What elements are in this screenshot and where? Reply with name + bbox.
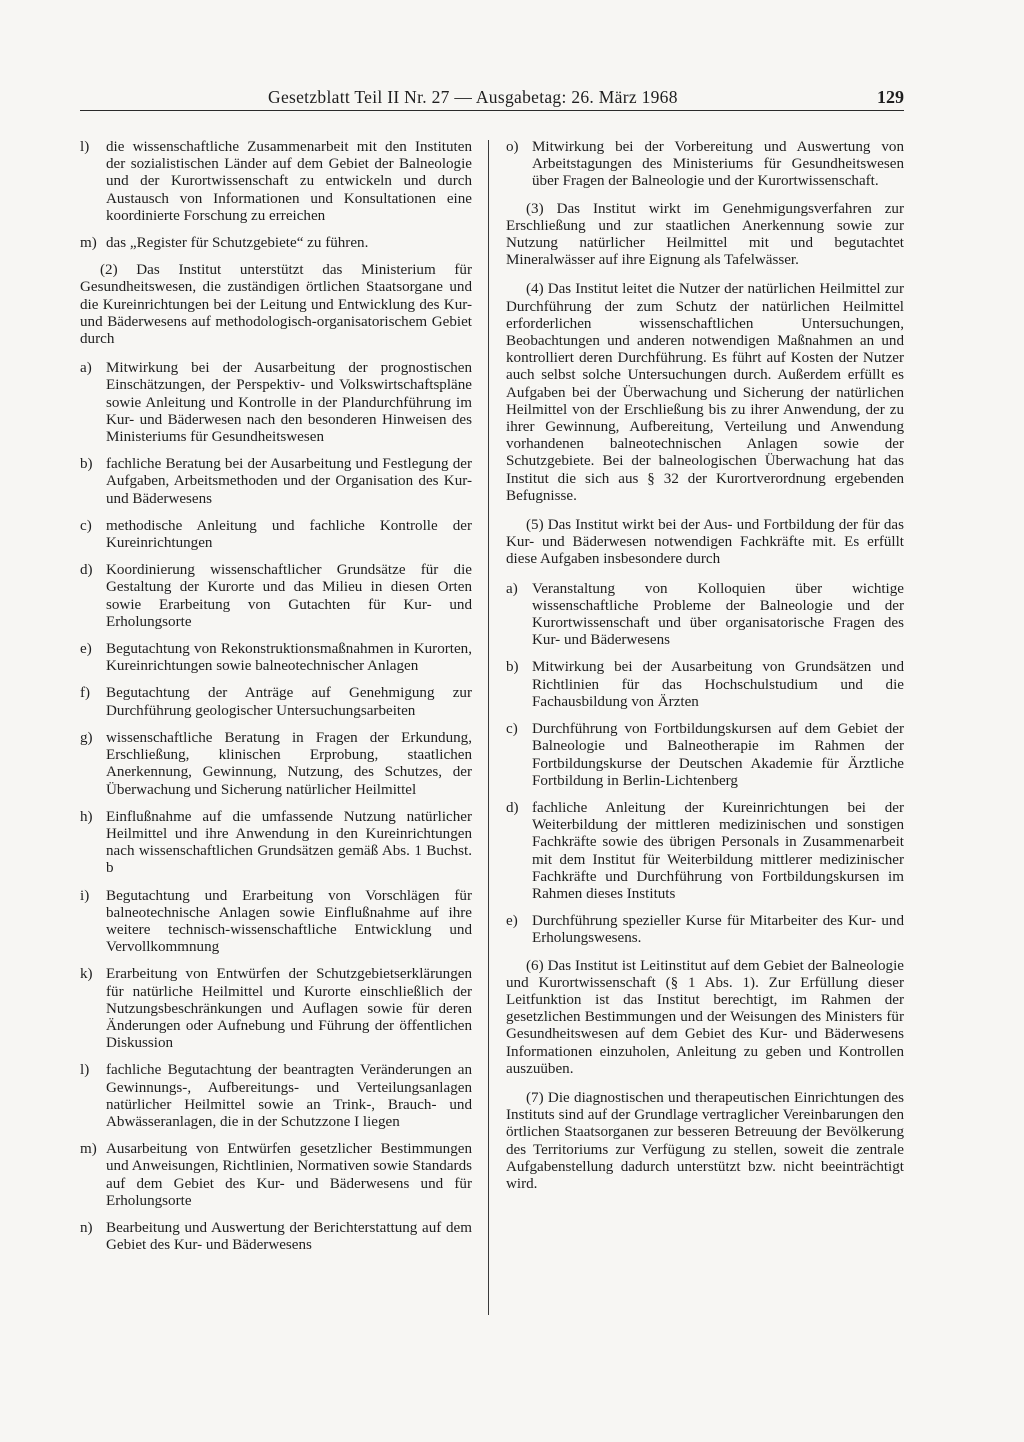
item-label: l) [80,139,90,155]
page-number: 129 [877,87,904,107]
item-label: m) [80,235,97,252]
list-item [506,721,904,790]
list-item [506,581,904,650]
list-item [80,360,472,446]
column-divider [488,140,489,1315]
list-item [80,1141,472,1210]
item-label: k) [80,966,93,983]
list-item [506,659,904,711]
item-label: d) [80,562,93,579]
item-text: Mitwirkung bei der Ausarbeitung der prognostischen Einschätzungen, der Perspektiv- und Volkswirtschaftspläne sowie Anleitung und Kontrolle in der Plandurchführung im Kur- und Bäderwesen nach den besonderen Hinweisen des Ministeriums für Gesundheitswesen [106,360,472,446]
item-text: Mitwirkung bei der Vorbereitung und Auswertung von Arbeitstagungen des Ministeriums für Gesundheitswesen über Fragen der Balneologie und der Kurortwissenschaft. [532,139,904,190]
item-text: Begutachtung der Anträge auf Genehmigung zur Durchführung geologischer Untersuchungsarbeiten [106,685,472,719]
item-label: o) [506,139,519,155]
item-text: Durchführung von Fortbildungskursen auf dem Gebiet der Balneologie und Balneotherapie im Rahmen der Fortbildungskurse der Deutschen Akademie für Ärztliche Fortbildung in Berlin-Lichtenberg [532,721,904,789]
header-title: Gesetzblatt Teil II Nr. 27 — Ausgabetag: 26. März 1968 [268,87,678,107]
item-label: b) [80,456,93,473]
left-column [80,139,472,1264]
item-text: Begutachtung von Rekonstruktionsmaßnahmen in Kurorten, Kureinrichtungen sowie balneotechnischer Anlagen [106,641,472,675]
item-text: fachliche Anleitung der Kureinrichtungen bei der Weiterbildung der mittleren medizinischen und sonstigen Fachkräfte sowie des übrigen Personals in Zusammenarbeit mit dem Institut für Weiterbildung mittlerer medizinischer Fachkräfte und Durchführung von Fortbildungskursen im Rahmen dieses Instituts [532,799,904,902]
list-item [80,641,472,675]
item-label: l) [80,1062,90,1079]
item-label: e) [80,641,92,658]
item-label: a) [506,580,518,597]
list-item [80,456,472,508]
list-item [80,235,472,252]
item-label: f) [80,685,91,702]
list-item [80,730,472,799]
item-text: Koordinierung wissenschaftlicher Grundsätze für die Gestaltung der Kurorte und das Milieu in diesen Orten sowie Erarbeitung von Gutachten für Kur- und Erholungsorte [106,562,472,630]
right-column [506,139,904,1205]
list-item [80,1220,472,1254]
item-label: g) [80,729,93,746]
item-label: c) [80,517,92,534]
paragraph-6: (6) Das Institut ist Leitinstitut auf dem Gebiet der Balneologie und Kurortwissenschaft (§ 1 Abs. 1). Zur Erfüllung dieser Leitfunktion ist das Institut berechtigt, im Rahmen der gesetzlichen Bestimmungen und der Weisungen des Ministers für Gesundheitswesen auf dem Gebiet des Kur- und Bäderwesens Informationen einzuholen, Anleitung zu geben und Kontrollen auszuüben. [506,957,904,1077]
paragraph-7: (7) Die diagnostischen und therapeutischen Einrichtungen des Instituts sind auf der Grundlage vertraglicher Vereinbarungen den örtlichen Staatsorganen zur besseren Betreuung der Bevölkerung des Territoriums zur Verfügung zu stellen, soweit die zentrale Aufgabenstellung dadurch unterstützt bzw. nicht beeinträchtigt wird. [506,1089,904,1192]
item-text: das „Register für Schutzgebiete“ zu führen. [106,235,369,252]
item-text: fachliche Beratung bei der Ausarbeitung und Festlegung der Aufgaben, Arbeitsmethoden und der Organisation des Kur- und Bäderwesens [106,456,472,507]
item-text: Bearbeitung und Auswertung der Berichterstattung auf dem Gebiet des Kur- und Bäderwesens [106,1219,472,1254]
item-label: b) [506,659,519,676]
list-item [80,562,472,631]
list-item [80,1062,472,1131]
list-item [80,809,472,878]
item-text: Einflußnahme auf die umfassende Nutzung natürlicher Heilmittel und ihre Anwendung in den Kureinrichtungen nach wissenschaftlichen Grundsätzen gemäß Abs. 1 Buchst. b [106,808,472,877]
paragraph-4: (4) Das Institut leitet die Nutzer der natürlichen Heilmittel zur Durchführung der zum Schutz der natürlichen Heilmittel erforderlichen wissenschaftlichen Untersuchungen, Beobachtungen und anderen notwendigen Maßnahmen an und kontrolliert deren Durchführung. Es führt auf Kosten der Nutzer auch selbst solche Untersuchungen durch. Außerdem erfüllt es Aufgaben bei der Überwachung und Sicherung der natürlichen Heilmittel von der Erschließung bis zu ihrer Anwendung, der zu ihrer Gewinnung, Aufbereitung, Verteilung und Anwendung vorhandenen balneotechnischen Anlagen sowie der Schutzgebiete. Bei der balneologischen Überwachung hat das Institut die sich aus § 32 der Kurortverordnung ergebenden Befugnisse. [506,281,904,504]
item-label: n) [80,1219,93,1236]
list-item [80,518,472,552]
item-text: Veranstaltung von Kolloquien über wichtige wissenschaftliche Probleme der Balneologie und der Kurortwissenschaft und über organisatorische Fragen des Kur- und Bäderwesens [532,580,904,649]
item-text: die wissenschaftliche Zusammenarbeit mit den Instituten der sozialistischen Länder auf dem Gebiet der Balneologie und der Kurortwissenschaft zu entwickeln und durch Austausch von Informationen und Konsultationen eine koordinierte Forschung zu erreichen [106,139,472,224]
item-label: h) [80,808,93,825]
item-text: wissenschaftliche Beratung in Fragen der Erkundung, Erschließung, klinischen Erprobung, staatlichen Anerkennung, Gewinnung, Nutzung, des Schutzes, der Überwachung und Sicherung natürlicher Heilmittel [106,729,472,798]
list-item [80,685,472,719]
item-label: d) [506,799,519,816]
item-label: m) [80,1141,97,1158]
list-item [80,966,472,1052]
item-text: Begutachtung und Erarbeitung von Vorschlägen für balneotechnische Anlagen sowie Einflußnahme auf ihre weitere technisch-wissenschaftliche Entwicklung und Vervollkommnung [106,887,472,956]
item-label: c) [506,721,518,738]
paragraph-3: (3) Das Institut wirkt im Genehmigungsverfahren zur Erschließung und zur staatlichen Anerkennung sowie zur Nutzung natürlicher Heilmittel mit und begutachtet Mineralwässer auf ihre Eignung als Tafelwässer. [506,200,904,269]
list-item [506,139,904,191]
item-label: a) [80,360,92,377]
item-text: Durchführung spezieller Kurse für Mitarbeiter des Kur- und Erholungswesens. [532,913,904,947]
item-text: fachliche Begutachtung der beantragten Veränderungen an Gewinnungs-, Aufbereitungs- und Verteilungsanlagen natürlicher Heilmittel sowie an Trink-, Brauch- und Abwässeranlagen, die in der Schutzzone I liegen [106,1062,472,1130]
item-label: e) [506,913,518,930]
item-text: Erarbeitung von Entwürfen der Schutzgebietserklärungen für natürliche Heilmittel und Kurorte einschließlich der Nutzungsbeschränkungen und Auflagen sowie für deren Änderungen oder Aufnebung und Führung der öffentlichen Diskussion [106,966,472,1052]
paragraph-5: (5) Das Institut wirkt bei der Aus- und Fortbildung der für das Kur- und Bäderwesen notwendigen Fachkräfte mit. Es erfüllt diese Aufgaben insbesondere durch [506,517,904,568]
list-item [80,888,472,957]
item-text: Ausarbeitung von Entwürfen gesetzlicher Bestimmungen und Anweisungen, Richtlinien, Normativen sowie Standards auf dem Gebiet des Kur- und Bäderwesens und für Erholungsorte [106,1141,472,1209]
list-item [80,139,472,225]
header-rule [80,110,904,111]
paragraph-2: (2) Das Institut unterstützt das Ministerium für Gesundheitswesen, die zuständigen örtlichen Staatsorgane und die Kureinrichtungen bei der Leitung und Entwicklung des Kur- und Bäderwesens auf methodologisch-organisatorischem Gebiet durch [80,262,472,348]
list-item [506,800,904,903]
item-label: i) [80,887,90,904]
item-text: methodische Anleitung und fachliche Kontrolle der Kureinrichtungen [106,517,472,552]
item-text: Mitwirkung bei der Ausarbeitung von Grundsätzen und Richtlinien für das Hochschulstudium und die Fachausbildung von Ärzten [532,659,904,710]
list-item [506,913,904,947]
